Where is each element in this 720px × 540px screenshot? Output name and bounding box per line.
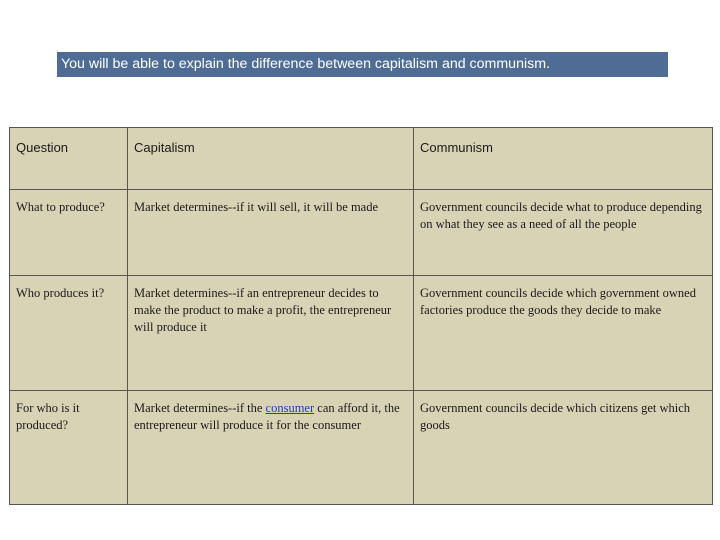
capitalism-cell xyxy=(128,391,414,505)
table-row xyxy=(10,276,713,391)
header-communism: Communism xyxy=(414,128,713,190)
communism-cell: Government councils decide which citizens get which goods xyxy=(414,391,713,505)
table-header-row xyxy=(10,128,713,190)
capitalism-text-start: Market determines--if the xyxy=(134,401,266,415)
question-cell: For who is it produced? xyxy=(10,391,128,505)
comparison-table xyxy=(9,127,713,505)
question-cell: What to produce? xyxy=(10,190,128,276)
table-row xyxy=(10,391,713,505)
header-capitalism: Capitalism xyxy=(128,128,414,190)
question-cell: Who produces it? xyxy=(10,276,128,391)
header-question: Question xyxy=(10,128,128,190)
consumer-link[interactable]: consumer xyxy=(265,401,315,415)
capitalism-cell: Market determines--if it will sell, it will be made xyxy=(128,190,414,276)
table-row xyxy=(10,190,713,276)
objective-banner: You will be able to explain the difference between capitalism and communism. xyxy=(57,52,668,77)
communism-cell: Government councils decide what to produce depending on what they see as a need of all the people xyxy=(414,190,713,276)
capitalism-cell: Market determines--if an entrepreneur decides to make the product to make a profit, the entrepreneur will produce it xyxy=(128,276,414,391)
communism-cell: Government councils decide which government owned factories produce the goods they decide to make xyxy=(414,276,713,391)
capitalism-text-end: can afford it, the entrepreneur will produce it for the consumer xyxy=(134,401,400,432)
